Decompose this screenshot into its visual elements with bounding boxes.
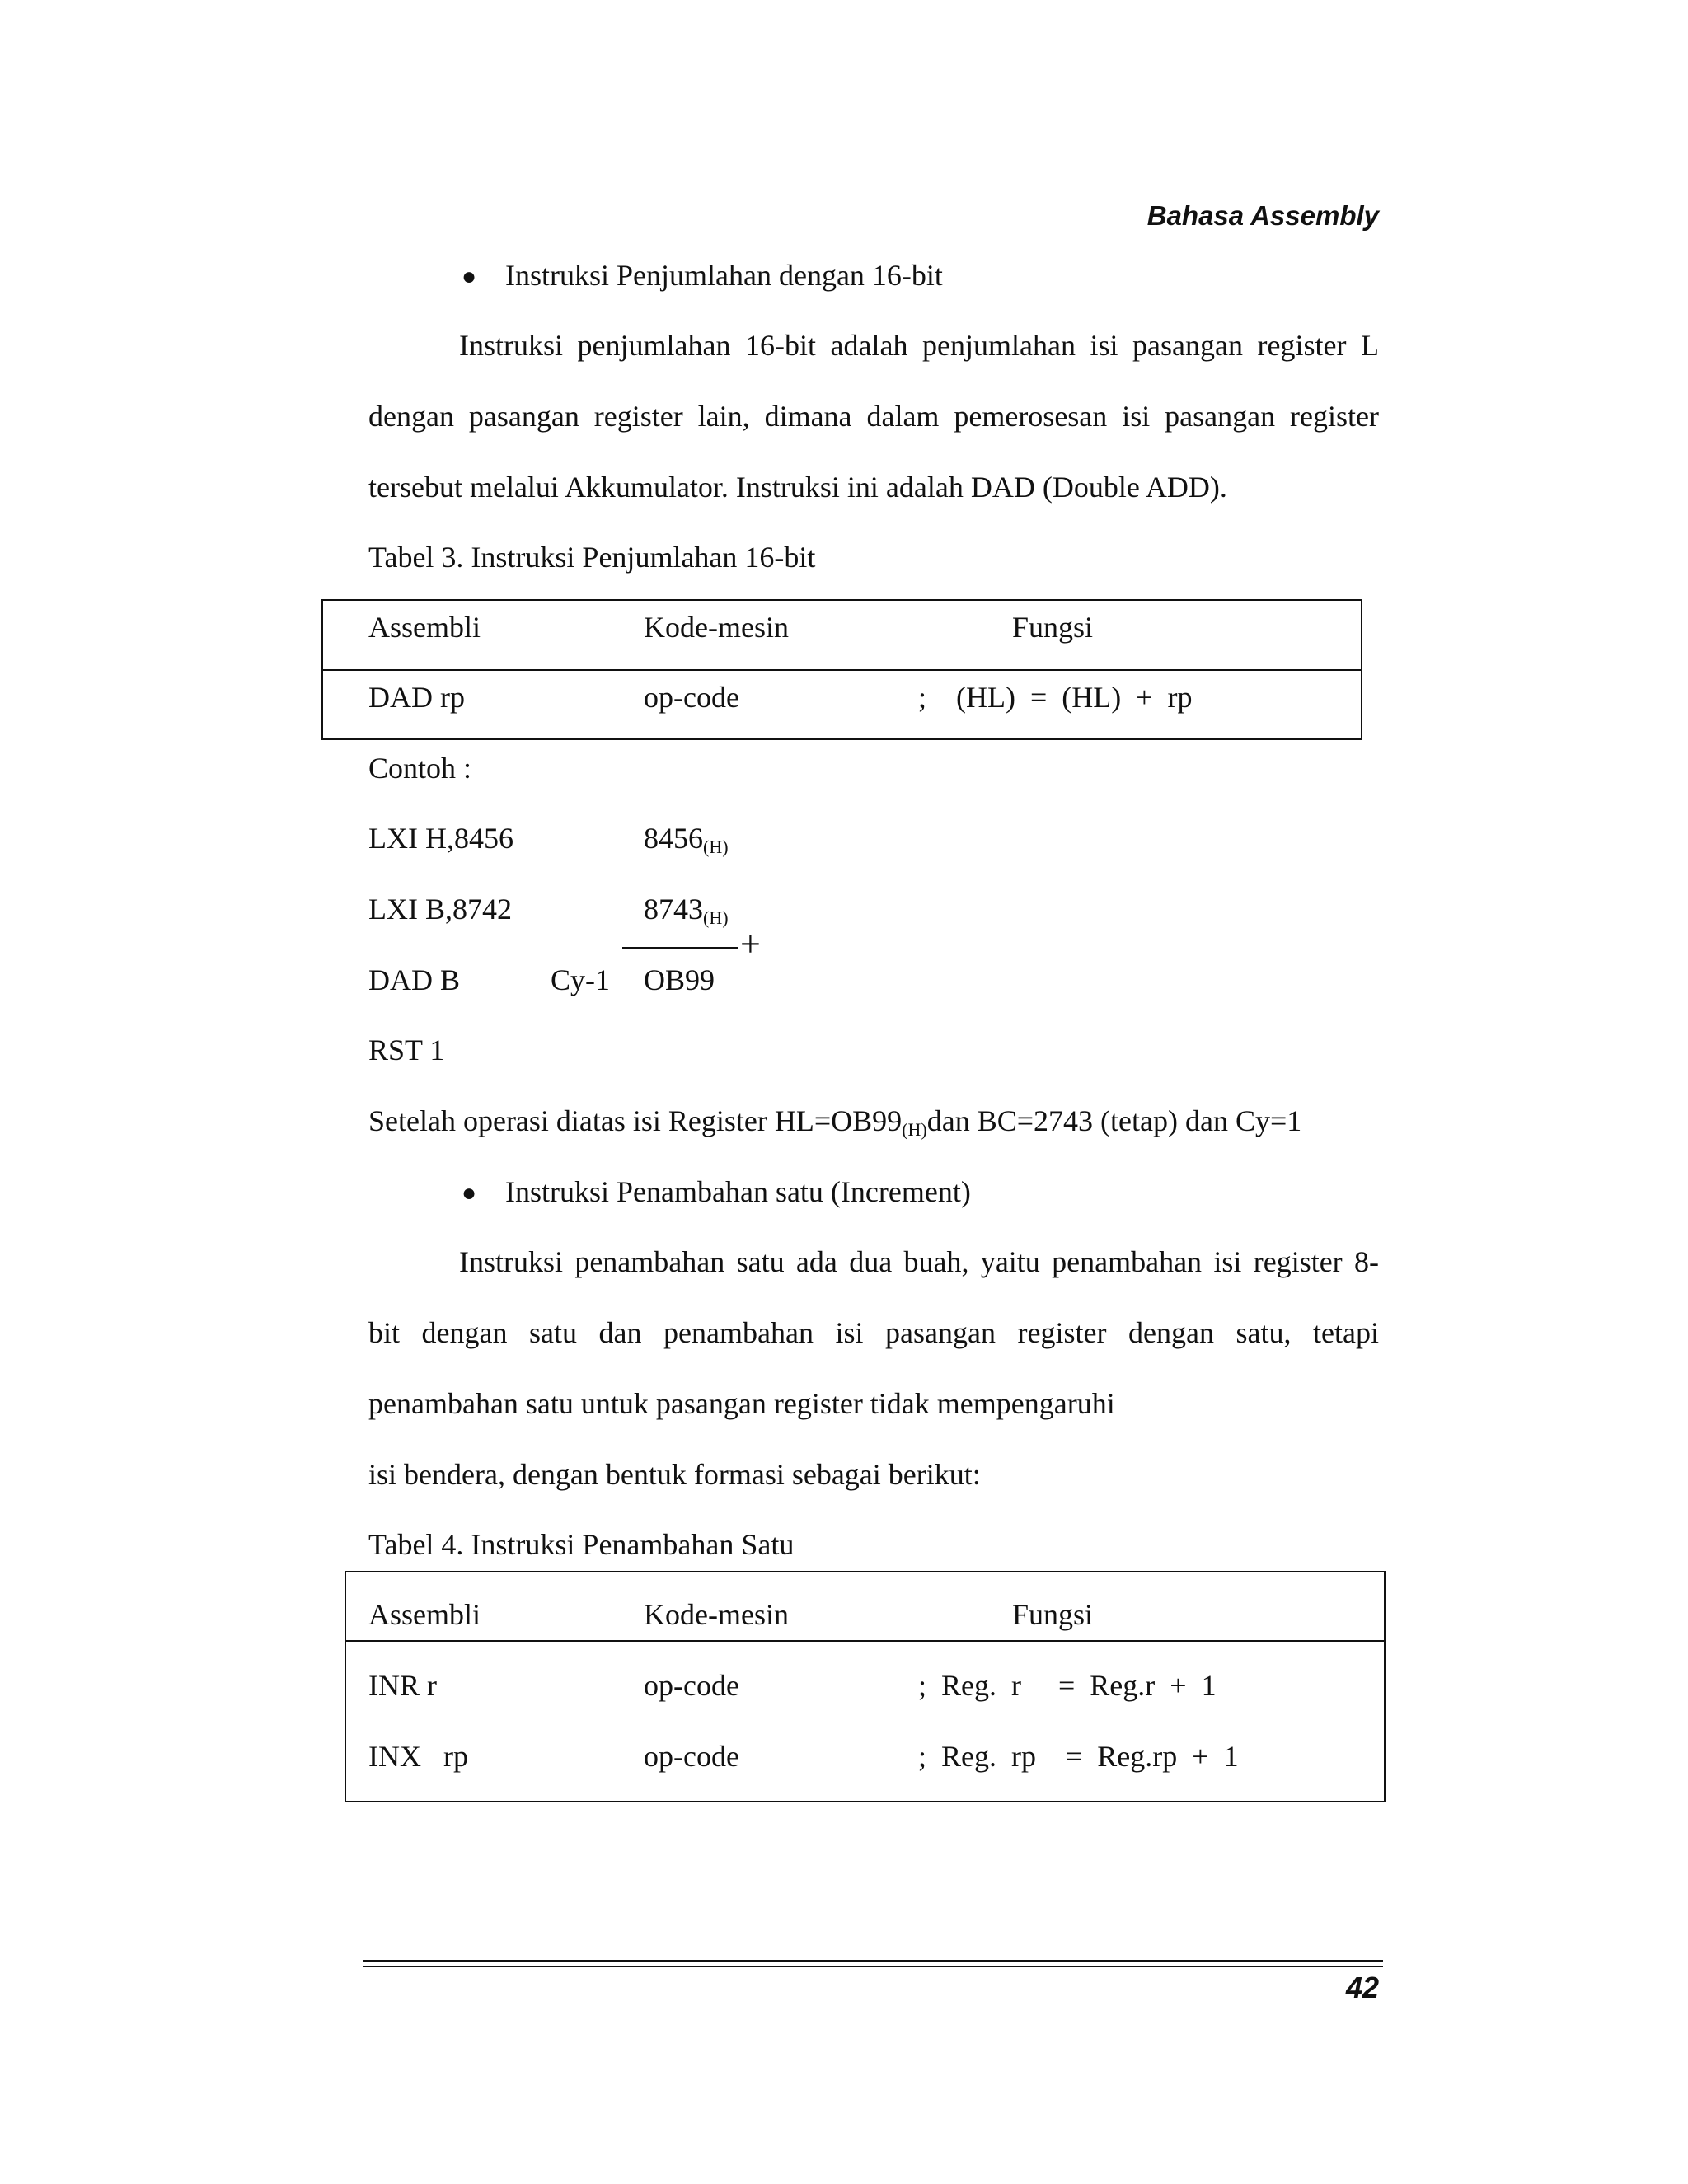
paragraph-line: tersebut melalui Akkumulator. Instruksi ini adalah DAD (Double ADD). <box>368 471 1227 504</box>
example-value: OB99 <box>644 963 715 996</box>
table-header-cell: Assembli <box>368 1598 481 1631</box>
plus-sign: + <box>740 924 761 964</box>
table-header-cell: Fungsi <box>1012 611 1094 644</box>
paragraph-line: Instruksi penjumlahan 16-bit adalah penjumlahan isi pasangan register L <box>459 329 1379 362</box>
paragraph-line: isi bendera, dengan bentuk formasi sebagai berikut: <box>368 1458 981 1491</box>
bullet-heading-increment: Instruksi Penambahan satu (Increment) <box>505 1175 971 1208</box>
table-cell: op-code <box>644 1740 739 1773</box>
paragraph-line: penambahan satu untuk pasangan register tidak mempengaruhi <box>368 1387 1115 1420</box>
sum-line <box>622 947 738 949</box>
example-value: $8743_{(H)}$ <box>644 893 729 928</box>
table-cell: DAD rp <box>368 681 465 714</box>
table-header-cell: Assembli <box>368 611 481 644</box>
table-header-cell: Kode-mesin <box>644 611 789 644</box>
table-caption: Tabel 4. Instruksi Penambahan Satu <box>368 1528 795 1561</box>
example-value: $8456_{(H)}$ <box>644 822 729 857</box>
result-sentence: Setelah operasi diatas isi Register $HL=OB99_{(H)}dan$ BC=2743 (tetap) dan Cy=1 <box>368 1104 1302 1140</box>
table-header-cell: Fungsi <box>1012 1598 1094 1631</box>
table-cell: op-code <box>644 681 739 714</box>
table-cell: INR r <box>368 1669 437 1702</box>
example-instruction: RST 1 <box>368 1033 445 1066</box>
table-cell: ; Reg. r = Reg.r + 1 <box>918 1669 1217 1702</box>
example-instruction: LXI H,8456 <box>368 822 513 855</box>
table-divider <box>346 1640 1384 1642</box>
bullet-icon: ● <box>462 263 477 290</box>
footer-rule <box>363 1966 1383 1967</box>
paragraph-line: dengan pasangan register lain, dimana dalam pemerosesan isi pasangan register <box>368 400 1379 433</box>
example-instruction: LXI B,8742 <box>368 893 512 926</box>
running-header: Bahasa Assembly <box>1146 200 1379 231</box>
table-divider <box>323 669 1361 671</box>
bullet-icon: ● <box>462 1179 477 1207</box>
bullet-heading-16bit: Instruksi Penjumlahan dengan 16-bit <box>505 259 943 292</box>
table-cell: ; (HL) = (HL) + rp <box>918 681 1193 714</box>
example-label: Contoh : <box>368 752 472 785</box>
page-number: 42 <box>1345 1971 1379 2004</box>
carry-label: Cy-1 <box>551 963 610 996</box>
example-instruction: DAD B <box>368 963 461 996</box>
table-header-cell: Kode-mesin <box>644 1598 789 1631</box>
table-cell: op-code <box>644 1669 739 1702</box>
paragraph-line: bit dengan satu dan penambahan isi pasangan register dengan satu, tetapi <box>368 1316 1379 1349</box>
table-caption: Tabel 3. Instruksi Penjumlahan 16-bit <box>368 541 816 574</box>
table-cell: ; Reg. rp = Reg.rp + 1 <box>918 1740 1239 1773</box>
paragraph-line: Instruksi penambahan satu ada dua buah, yaitu penambahan isi register 8- <box>459 1245 1379 1278</box>
table-cell: INX rp <box>368 1740 468 1773</box>
footer-rule <box>363 1960 1383 1962</box>
